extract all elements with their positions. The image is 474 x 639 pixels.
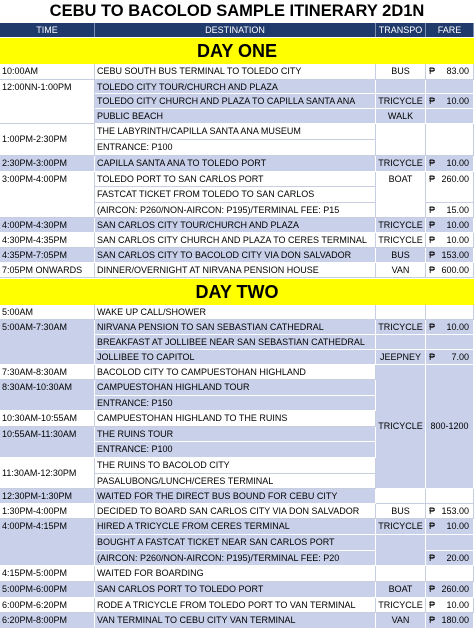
header-destination: DESTINATION — [95, 23, 376, 37]
fare-cell — [426, 320, 474, 335]
destination-cell: PUBLIC BEACH — [95, 109, 376, 124]
transpo-cell — [376, 489, 426, 504]
destination-cell: CAPILLA SANTA ANA TO TOLEDO PORT — [95, 156, 376, 172]
transpo-cell: TRICYCLE — [376, 519, 426, 535]
fare-amount: 10.00 — [446, 235, 469, 245]
destination-cell: SAN CARLOS CITY TO BACOLOD CITY VIA DON SALVADOR — [95, 248, 376, 263]
destination-cell: TOLEDO CITY TOUR/CHURCH AND PLAZA — [95, 80, 376, 94]
peso-sign: ₱ — [429, 265, 436, 275]
peso-sign: ₱ — [429, 521, 436, 531]
time-cell: 3:00PM-4:00PM — [0, 172, 95, 218]
fare-cell — [426, 156, 474, 172]
fare-cell — [426, 582, 474, 598]
fare-amount: 600.00 — [441, 265, 469, 275]
destination-cell: BOUGHT A FASTCAT TICKET NEAR SAN CARLOS PORT — [95, 535, 376, 551]
destination-cell: WAITED FOR BOARDING — [95, 566, 376, 582]
fare-amount: 260.00 — [441, 584, 469, 594]
destination-cell: RODE A TRICYCLE FROM TOLEDO PORT TO VAN TERMINAL — [95, 598, 376, 613]
transpo-cell — [376, 566, 426, 582]
fare-cell — [426, 504, 474, 519]
destination-cell: (AIRCON: P260/NON-AIRCON: P195)/TERMINAL FEE: P20 — [95, 551, 376, 566]
destination-cell: THE RUINS TOUR — [95, 427, 376, 442]
peso-sign: ₱ — [429, 615, 436, 625]
fare-cell — [426, 263, 474, 278]
header-time: TIME — [0, 23, 95, 37]
fare-amount: 83.00 — [446, 66, 469, 76]
destination-cell: WAKE UP CALL/SHOWER — [95, 305, 376, 320]
fare-cell — [426, 335, 474, 350]
time-cell: 10:30AM-10:55AM — [0, 411, 95, 427]
destination-cell: ENTRANCE: P150 — [95, 396, 376, 411]
fare-cell — [426, 350, 474, 365]
fare-amount: 20.00 — [446, 553, 469, 563]
peso-sign: ₱ — [429, 235, 436, 245]
fare-cell — [426, 598, 474, 613]
fare-cell — [426, 551, 474, 566]
fare-cell — [426, 489, 474, 504]
fare-cell — [426, 80, 474, 94]
fare-amount: 10.00 — [446, 96, 469, 106]
time-cell: 7:05PM ONWARDS — [0, 263, 95, 278]
destination-cell: CAMPUESTOHAN HIGHLAND TOUR — [95, 380, 376, 396]
fare-cell — [426, 519, 474, 535]
fare-amount: 10.00 — [446, 521, 469, 531]
sheet-title: CEBU TO BACOLOD SAMPLE ITINERARY 2D1N — [0, 0, 474, 23]
transpo-cell: TRICYCLE — [376, 218, 426, 233]
fare-cell — [426, 305, 474, 320]
fare-amount: 260.00 — [441, 174, 469, 184]
transpo-cell: BUS — [376, 64, 426, 80]
destination-cell: BREAKFAST AT JOLLIBEE NEAR SAN SEBASTIAN CATHEDRAL — [95, 335, 376, 350]
transpo-cell: BOAT — [376, 172, 426, 218]
header-transpo: TRANSPO — [376, 23, 426, 37]
destination-cell: TOLEDO CITY CHURCH AND PLAZA TO CAPILLA SANTA ANA — [95, 94, 376, 109]
transpo-cell: BOAT — [376, 582, 426, 598]
time-cell: 1:00PM-2:30PM — [0, 124, 95, 156]
fare-amount: 10.00 — [446, 600, 469, 610]
day-two-banner: DAY TWO — [0, 279, 474, 305]
fare-cell — [426, 94, 474, 109]
time-cell: 4:15PM-5:00PM — [0, 566, 95, 582]
destination-cell: HIRED A TRICYCLE FROM CERES TERMINAL — [95, 519, 376, 535]
destination-cell: DECIDED TO BOARD SAN CARLOS CITY VIA DON SALVADOR — [95, 504, 376, 519]
fare-cell — [426, 566, 474, 582]
destination-cell: SAN CARLOS PORT TO TOLEDO PORT — [95, 582, 376, 598]
fare-cell — [426, 172, 474, 203]
destination-cell: FASTCAT TICKET FROM TOLEDO TO SAN CARLOS — [95, 187, 376, 203]
transpo-cell — [376, 305, 426, 320]
time-cell: 4:35PM-7:05PM — [0, 248, 95, 263]
destination-cell: JOLLIBEE TO CAPITOL — [95, 350, 376, 365]
time-cell: 10:55AM-11:30AM — [0, 427, 95, 458]
transpo-cell: TRICYCLE — [376, 156, 426, 172]
destination-cell: CAMPUESTOHAN HIGHLAND TO THE RUINS — [95, 411, 376, 427]
destination-cell: THE LABYRINTH/CAPILLA SANTA ANA MUSEUM — [95, 124, 376, 140]
transpo-cell: BUS — [376, 504, 426, 519]
fare-cell — [426, 535, 474, 551]
peso-sign: ₱ — [429, 506, 436, 516]
fare-cell: 800-1200 — [426, 365, 474, 489]
peso-sign: ₱ — [429, 553, 436, 563]
day-one-banner: DAY ONE — [0, 38, 474, 64]
fare-amount: 10.00 — [446, 322, 469, 332]
time-cell: 10:00AM — [0, 64, 95, 80]
destination-cell: PASALUBONG/LUNCH/CERES TERMINAL — [95, 474, 376, 489]
transpo-cell: WALK — [376, 109, 426, 124]
time-cell: 4:00PM-4:30PM — [0, 218, 95, 233]
time-cell: 12:00NN-1:00PM — [0, 80, 95, 124]
peso-sign: ₱ — [429, 220, 436, 230]
peso-sign: ₱ — [429, 205, 436, 215]
destination-cell: SAN CARLOS CITY CHURCH AND PLAZA TO CERES TERMINAL — [95, 233, 376, 248]
transpo-cell — [376, 335, 426, 350]
fare-cell — [426, 248, 474, 263]
destination-cell: DINNER/OVERNIGHT AT NIRVANA PENSION HOUSE — [95, 263, 376, 278]
fare-amount: 10.00 — [446, 158, 469, 168]
header-fare: FARE — [426, 23, 474, 37]
fare-amount: 153.00 — [441, 506, 469, 516]
destination-cell: NIRVANA PENSION TO SAN SEBASTIAN CATHEDRAL — [95, 320, 376, 335]
time-cell: 12:30PM-1:30PM — [0, 489, 95, 504]
fare-cell — [426, 613, 474, 629]
time-cell: 4:00PM-4:15PM — [0, 519, 95, 566]
fare-cell — [426, 203, 474, 218]
time-cell: 1:30PM-4:00PM — [0, 504, 95, 519]
peso-sign: ₱ — [429, 96, 436, 106]
peso-sign: ₱ — [429, 322, 436, 332]
destination-cell: CEBU SOUTH BUS TERMINAL TO TOLEDO CITY — [95, 64, 376, 80]
fare-cell — [426, 64, 474, 80]
destination-cell: TOLEDO PORT TO SAN CARLOS PORT — [95, 172, 376, 187]
destination-cell: ENTRANCE: P100 — [95, 140, 376, 156]
transpo-cell — [376, 80, 426, 94]
time-cell: 11:30AM-12:30PM — [0, 458, 95, 489]
fare-amount: 180.00 — [441, 615, 469, 625]
fare-amount: 153.00 — [441, 250, 469, 260]
fare-cell — [426, 233, 474, 248]
transpo-cell: TRICYCLE — [376, 94, 426, 109]
peso-sign: ₱ — [429, 66, 436, 76]
peso-sign: ₱ — [429, 600, 436, 610]
peso-sign: ₱ — [429, 352, 436, 362]
transpo-cell: TRICYCLE — [376, 320, 426, 335]
time-cell: 4:30PM-4:35PM — [0, 233, 95, 248]
transpo-cell — [376, 124, 426, 156]
transpo-cell — [376, 535, 426, 566]
destination-cell: SAN CARLOS CITY TOUR/CHURCH AND PLAZA — [95, 218, 376, 233]
destination-cell: BACOLOD CITY TO CAMPUESTOHAN HIGHLAND — [95, 365, 376, 380]
time-cell: 2:30PM-3:00PM — [0, 156, 95, 172]
destination-cell: VAN TERMINAL TO CEBU CITY VAN TERMINAL — [95, 613, 376, 629]
destination-cell: WAITED FOR THE DIRECT BUS BOUND FOR CEBU CITY — [95, 489, 376, 504]
time-cell: 5:00AM-7:30AM — [0, 320, 95, 365]
transpo-cell: TRICYCLE — [376, 233, 426, 248]
peso-sign: ₱ — [429, 174, 436, 184]
transpo-cell: TRICYCLE — [376, 598, 426, 613]
fare-amount: 10.00 — [446, 220, 469, 230]
time-cell: 6:20PM-8:00PM — [0, 613, 95, 629]
transpo-cell: VAN — [376, 613, 426, 629]
fare-cell — [426, 218, 474, 233]
time-cell: 8:30AM-10:30AM — [0, 380, 95, 411]
transpo-cell: VAN — [376, 263, 426, 278]
destination-cell: (AIRCON: P260/NON-AIRCON: P195)/TERMINAL FEE: P15 — [95, 203, 376, 218]
fare-amount: 7.00 — [451, 352, 469, 362]
peso-sign: ₱ — [429, 158, 436, 168]
destination-cell: THE RUINS TO BACOLOD CITY — [95, 458, 376, 474]
peso-sign: ₱ — [429, 250, 436, 260]
time-cell: 5:00AM — [0, 305, 95, 320]
peso-sign: ₱ — [429, 584, 436, 594]
fare-cell — [426, 124, 474, 156]
transpo-cell: BUS — [376, 248, 426, 263]
transpo-cell: JEEPNEY — [376, 350, 426, 365]
time-cell: 7:30AM-8:30AM — [0, 365, 95, 380]
fare-amount: 15.00 — [446, 205, 469, 215]
time-cell: 6:00PM-6:20PM — [0, 598, 95, 613]
transpo-cell: TRICYCLE — [376, 365, 426, 489]
destination-cell: ENTRANCE: P100 — [95, 442, 376, 458]
time-cell: 5:00PM-6:00PM — [0, 582, 95, 598]
fare-cell — [426, 109, 474, 124]
